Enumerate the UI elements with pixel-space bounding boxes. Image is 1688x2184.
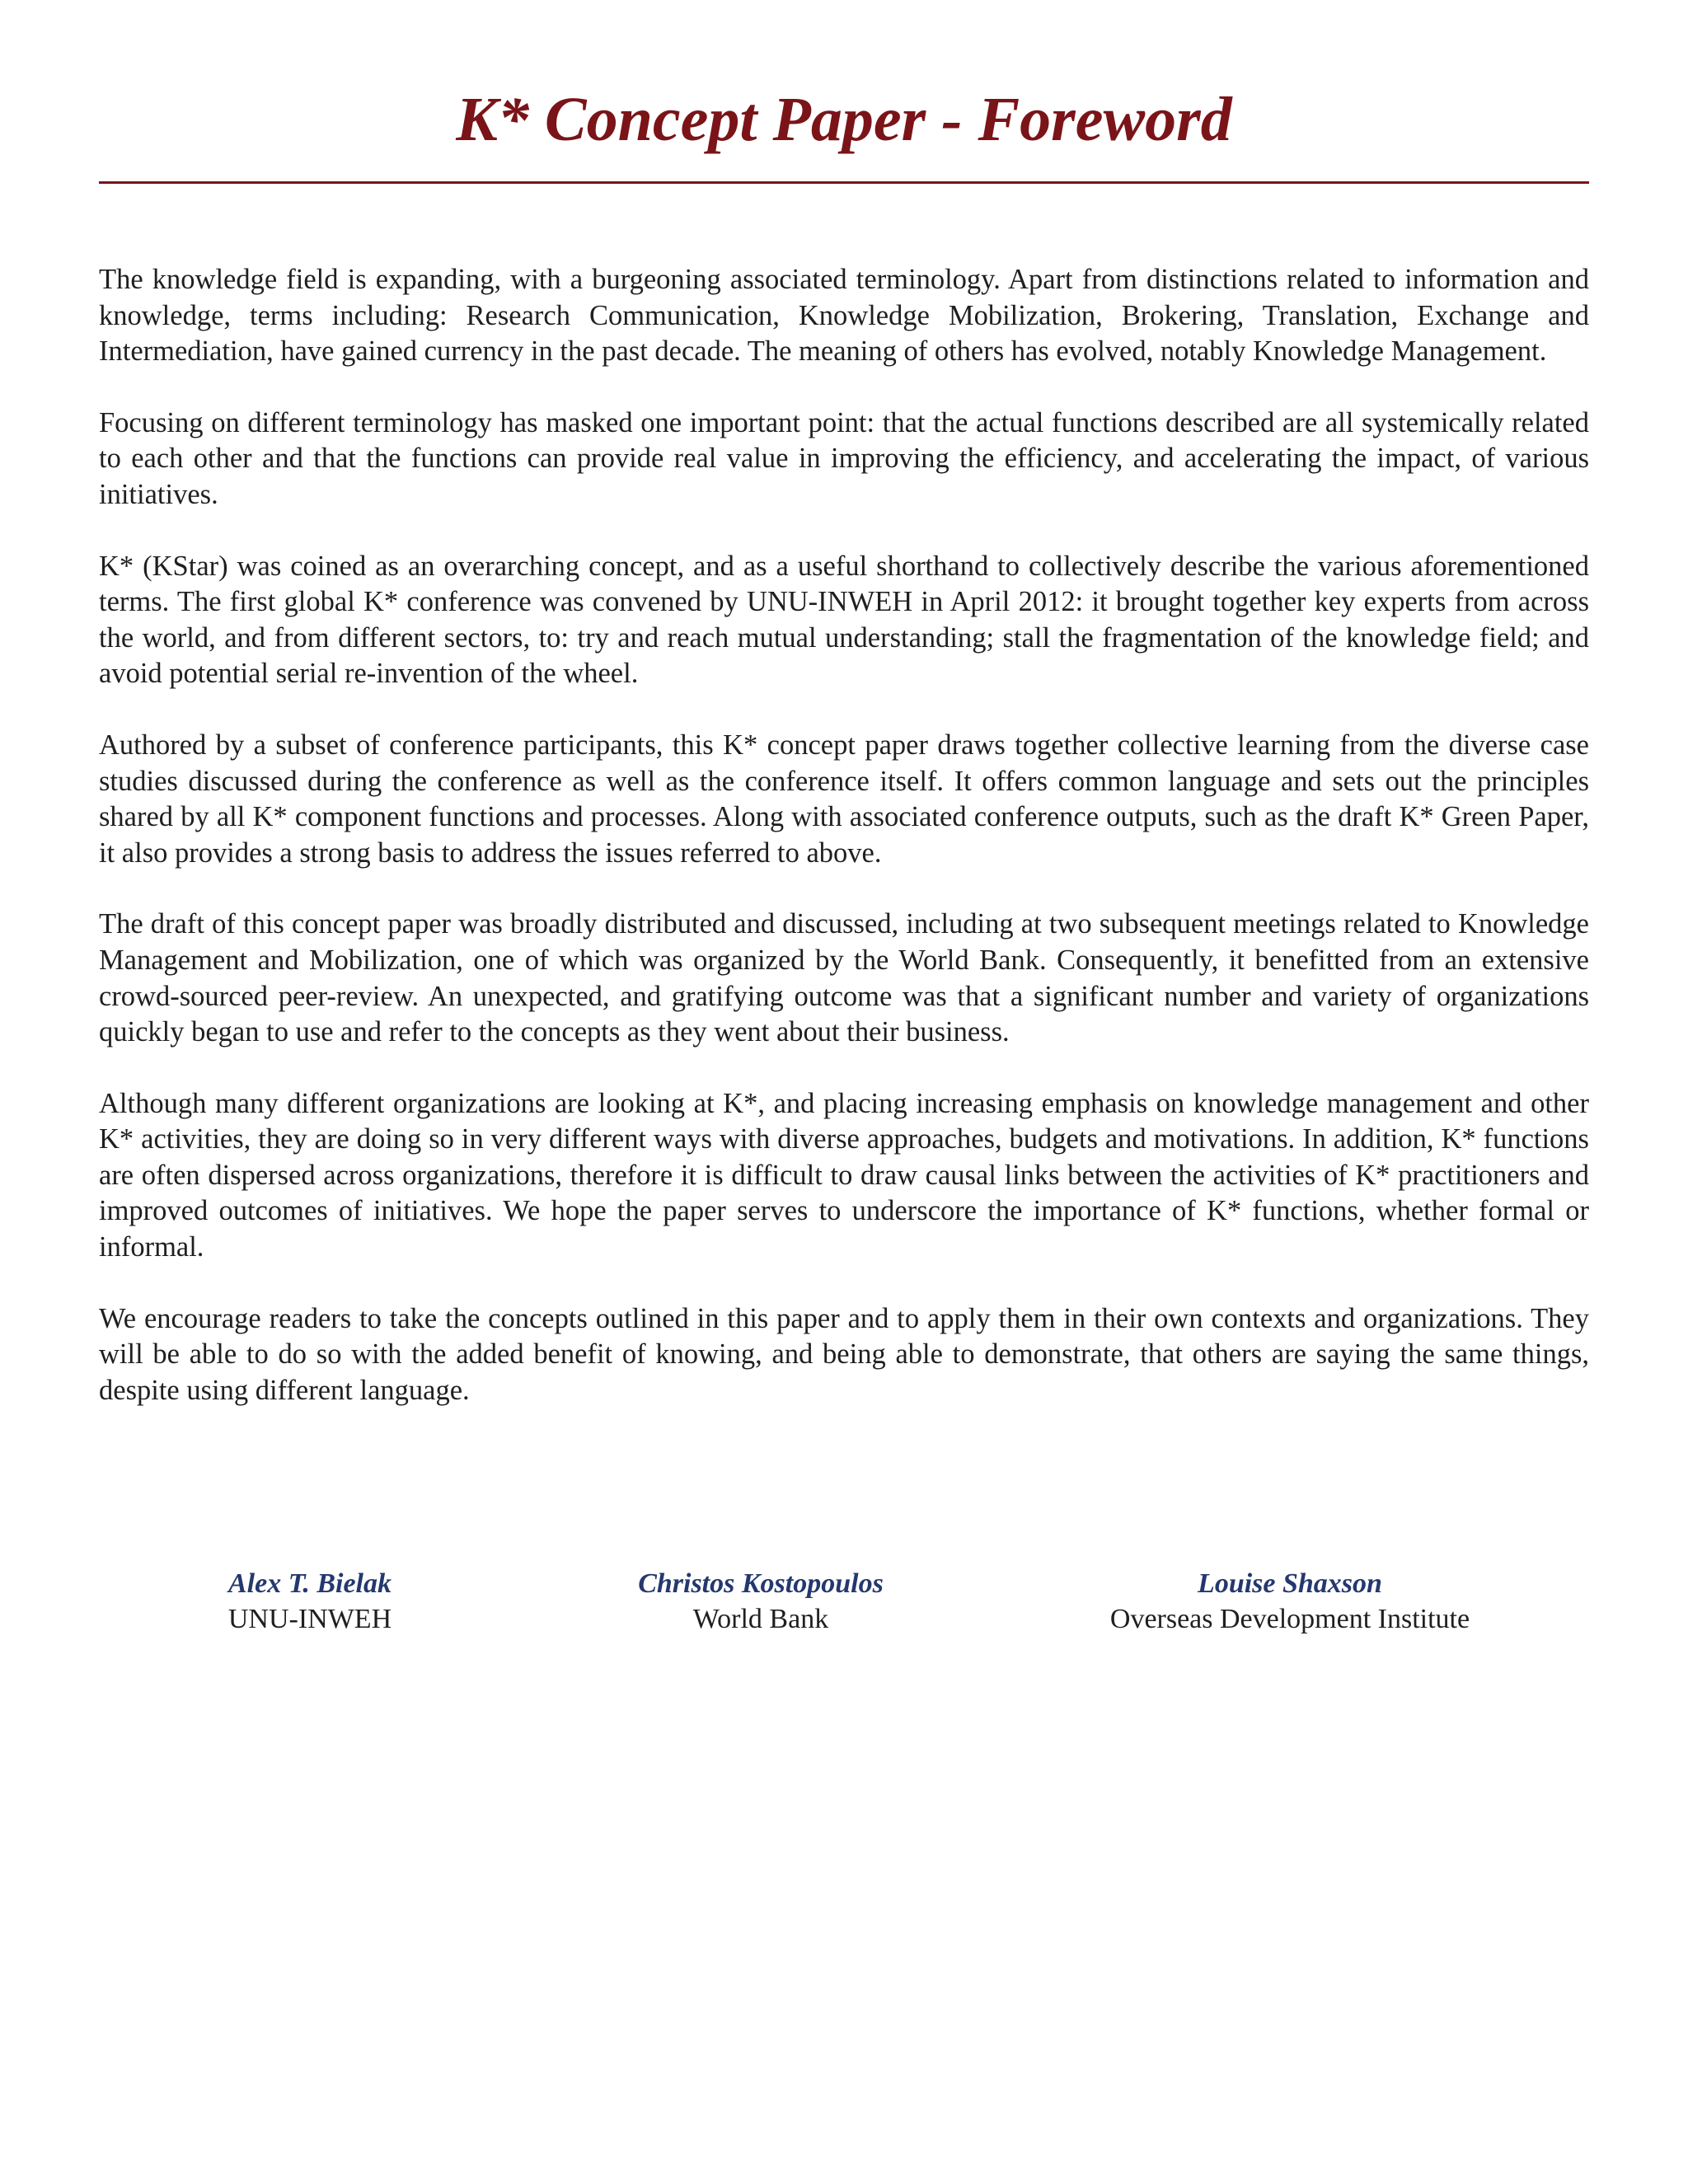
- paragraph-3: K* (KStar) was coined as an overarching concept, and as a useful shorthand to collectively describe the various aforementioned terms. The first global K* conference was convened by UNU-INWEH in April 2012: it brought together key experts from across the world, and from different sectors, to: try and reach mutual understanding; stall the fragmentation of the knowledge field; and avoid potential serial re-invention of the wheel.: [99, 550, 1589, 690]
- signatory-organization: World Bank: [692, 1604, 829, 1634]
- paragraph-4: Authored by a subset of conference participants, this K* concept paper draws together collective learning from the diverse case studies discussed during the conference as well as the conference itself. It offers common language and sets out the principles shared by all K* component functions and processes. Along with associated conference outputs, such as the draft K* Green Paper, it also provides a strong basis to address the issues referred to above.: [99, 729, 1589, 869]
- title-divider: [99, 181, 1589, 184]
- paragraph-1: The knowledge field is expanding, with a burgeoning associated terminology. Apart from distinctions related to information and knowledge, terms including: Research Communication, Knowledge Mobilization, Brokering, Translation, Exchange and Intermediation, have gained currency in the past decade. The meaning of others has evolved, notably Knowledge Management.: [99, 264, 1589, 368]
- paragraph-7: We encourage readers to take the concepts outlined in this paper and to apply them in their own contexts and organizations. They will be able to do so with the added benefit of knowing, and being able to demonstrate, that others are saying the same things, despite using different language.: [99, 1302, 1589, 1406]
- signatory-name: Louise Shaxson: [1198, 1568, 1382, 1599]
- paragraph-5: The draft of this concept paper was broadly distributed and discussed, including at two subsequent meetings related to Knowledge Management and Mobilization, one of which was organized by the World Bank. Consequently, it benefitted from an extensive crowd-sourced peer-review. An unexpected, and gratifying outcome was that a significant number and variety of organizations quickly began to use and refer to the concepts as they went about their business.: [99, 908, 1589, 1048]
- page-title: K* Concept Paper - Foreword: [456, 85, 1232, 154]
- signatory-name: Christos Kostopoulos: [638, 1568, 884, 1599]
- signatory-organization: UNU-INWEH: [227, 1604, 392, 1634]
- foreword-body: [99, 262, 1589, 1444]
- signatures-block: [0, 1566, 1688, 1665]
- signatory-name: Alex T. Bielak: [227, 1568, 392, 1599]
- signatory-1: [63, 1566, 557, 1637]
- signatory-2: [513, 1566, 1008, 1637]
- paragraph-6: Although many different organizations are looking at K*, and placing increasing emphasis on knowledge management and other K* activities, they are doing so in very different ways with diverse approaches, budgets and motivations. In addition, K* functions are often dispersed across organizations, therefore it is difficult to draw causal links between the activities of K* practitioners and improved outcomes of initiatives. We hope the paper serves to underscore the importance of K* functions, whether formal or informal.: [99, 1087, 1589, 1263]
- signatory-3: [1043, 1566, 1537, 1637]
- signatory-organization: Overseas Development Institute: [1109, 1604, 1470, 1634]
- paragraph-2: Focusing on different terminology has masked one important point: that the actual functions described are all systemically related to each other and that the functions can provide real value in improving the efficiency, and accelerating the impact, of various initiatives.: [99, 406, 1589, 510]
